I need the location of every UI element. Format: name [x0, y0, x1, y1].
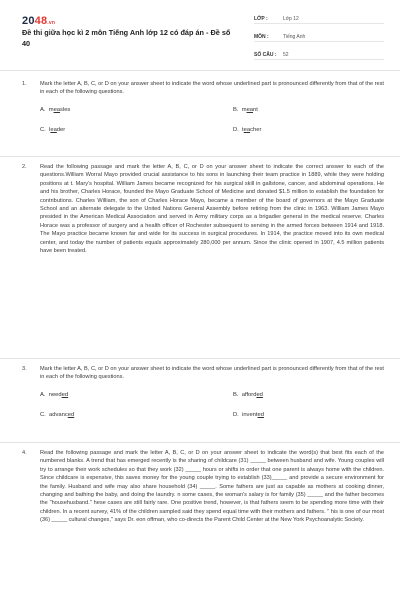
- option-a[interactable]: A. measles: [40, 106, 71, 113]
- question-4: [22, 449, 384, 525]
- option-b[interactable]: B. meant: [233, 106, 258, 113]
- meta-row-subject: [254, 30, 384, 42]
- meta-label: SỐ CÂU :: [254, 51, 277, 58]
- option-a[interactable]: A. needed: [40, 391, 69, 398]
- answer-options: [40, 106, 384, 146]
- meta-label: MÔN :: [254, 33, 269, 40]
- option-c[interactable]: C. advanced: [40, 411, 75, 418]
- question-2: [22, 163, 384, 255]
- reading-passage: Read the following passage and mark the letter A, B, C, or D on your answer sheet to indicate the correct answer to each of the questions.William Worral Mayo provided crucial assistance to his sons in launching their team practice in 1889, while they were holding positions at t. Mary's hospital. William James became recognized for his surgical skill in gallstone, cancer, and abdominal operations. He and his brother, Charles Horace, founded the Mayo Graduate School of Medicine and donated $1.5 million to establish the foundation for contributions. Charles William, the son of Charles Horace Mayo, became a member of the board of governors at the Mayo Graduate School and an alternate delegate to the United Nations General Assembly before retiring from the clinic in 1963. William James Mayo presided in the American Medical Association and served in Army military corps as a brigadier general in the medical reserve. Charles Horace was a professor of surgery and a health officer of Rochester subsequent to serving in the armed forces between 1914 and 1918. The Mayo practice became known far and wide for its success in surgical procedures. In 1914, the practice moved into its own medical center, and today the number of patients equals approximately 280,000 per annum. Since the clinic opened in 1907, 4.5 million patients have been treated.: [40, 164, 384, 254]
- question-number: 3.: [22, 366, 27, 372]
- meta-label: LỚP :: [254, 15, 268, 22]
- option-c[interactable]: C. leader: [40, 126, 66, 133]
- question-number: 4.: [22, 450, 27, 456]
- exam-meta: [254, 12, 384, 66]
- question-3: [22, 365, 384, 431]
- divider: [0, 70, 400, 71]
- meta-value: Lớp 12: [283, 15, 299, 22]
- option-d[interactable]: D. invented: [233, 411, 264, 418]
- logo-part-2: 48: [34, 15, 48, 27]
- question-text: Mark the letter A, B, C, or D on your answer sheet to indicate the word whose underlined part is pronounced differently from that of the rest in each of the following questions.: [40, 81, 384, 96]
- meta-value: Tiếng Anh: [283, 33, 306, 40]
- answer-options: [40, 391, 384, 431]
- question-number: 1.: [22, 81, 27, 87]
- option-d[interactable]: D. teacher: [233, 126, 262, 133]
- logo-suffix: .vn: [47, 20, 56, 26]
- question-text: Mark the letter A, B, C, or D on your answer sheet to indicate the word whose underlined part is pronounced differently from that of the rest in each of the following questions.: [40, 366, 384, 381]
- meta-row-question-count: [254, 48, 384, 60]
- meta-row-class: [254, 12, 384, 24]
- divider: [0, 156, 400, 157]
- question-1: [22, 80, 384, 146]
- divider: [0, 442, 400, 443]
- option-b[interactable]: B. afforded: [233, 391, 263, 398]
- logo-part-1: 20: [22, 15, 35, 27]
- page-header: [0, 0, 400, 62]
- meta-value: 52: [283, 51, 289, 58]
- document-title: Đề thi giữa học kì 2 môn Tiếng Anh lớp 12 có đáp án - Đề số 40: [22, 28, 231, 48]
- question-number: 2.: [22, 164, 27, 170]
- cloze-passage: Read the following passage and mark the letter A, B, C, or D on your answer sheet to indicate the word(s) that best fits each of the numbered blanks. A trend that has emerged recently is the sharing of childcare (31) _____ between husband and wife. Young couples will try to arrange their work schedules so that they work (32) _____ hours or shifts in order that one parent is always home with the children. Since childcare is expensive, this saves money for the young couple trying to establish (33)_____ and provide a secure environment for the family. Husband and wife may also share household (34) _____. Some fathers are just as capable as mothers at cooking dinner, changing and bathing the baby, and doing the laundry. n some cases, the woman's salary is for family (35) _____ and the father becomes the "househusband." hese cases are still fairly rare. One positive trend, however, is that fathers seem to be spending more time with their children. In a recent survey, 41% of the children sampled said they spend equal time with their mothers and fathers. " his is one of our most (36) _____ cultural changes," says Dr. eon offman, who co-directs the Parent Child Center at the New York Psychoanalytic Society.: [40, 450, 384, 524]
- divider: [0, 358, 400, 359]
